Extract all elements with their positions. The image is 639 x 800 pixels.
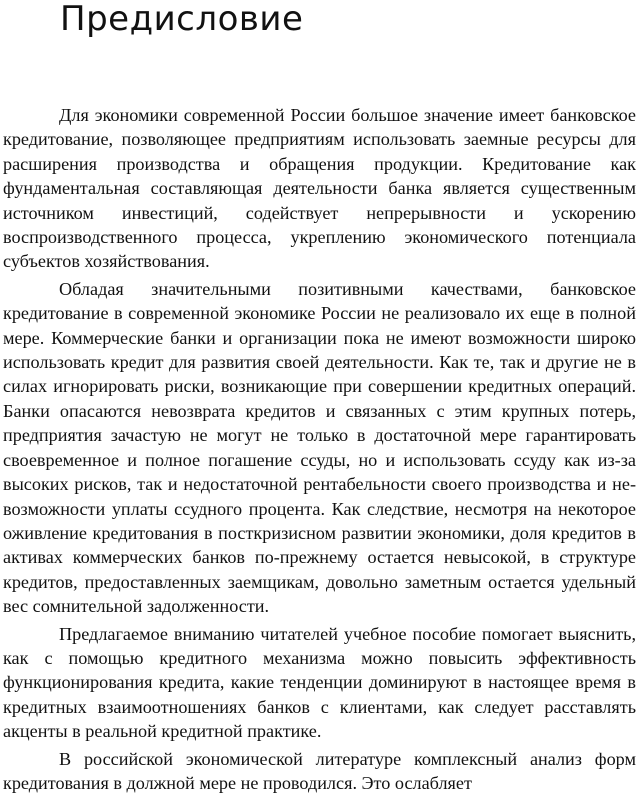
page-title: Предисловие <box>60 0 304 39</box>
paragraph-3: Предлагаемое вниманию читателей учебное пособие помогает выяснить, как с помощью кредитного механизма можно повысить эффективность функционирования кредита, какие тенденции доминируют в настоящее время в кредитных взаимоотношениях банков с клиентами, как следует расставлять акценты в реальной кредитной практике. <box>3 623 636 742</box>
paragraph-2: Обладая значительными позитивными качествами, банковское кредитование в современной экономике России не реализовало их еще в полной мере. Коммерческие банки и организации пока не имеют возможности широко использовать кредит для развития своей деятельности. Как те, так и другие не в силах игнорировать риски, возникающие при совершении кредитных операций. Банки опасаются невозврата кредитов и связанных с этим крупных потерь, предприятия зачастую не могут не только в достаточной мере гарантировать своевременное и полное погашение ссуды, но и использовать ссуду как из-за высоких рисков, так и недостаточной рентабельности своего производства и невозможности уплаты ссудного процента. Как следствие, несмотря на некоторое оживление кредитования в посткризисном развитии экономики, доля кредитов в активах коммерческих банков по-прежнему остается невысокой, в структуре кредитов, предоставленных заемщикам, довольно заметным остается удельный вес сомнительной задолженности. <box>3 278 636 617</box>
paragraph-4: В российской экономической литературе комплексный анализ форм кредитования в должной мере не проводился. Это ослабляет <box>3 748 636 793</box>
paragraph-1: Для экономики современной России большое значение имеет банковское кредитование, позволяющее предприятиям использовать заемные ресурсы для расширения производства и обращения продукции. Кредитование как фундаментальная составляющая деятельности банка является существенным источником инвестиций, содействует непрерывности и ускорению воспроизводственного процесса, укреплению экономического потенциала субъектов хозяйствования. <box>3 105 636 272</box>
body-text <box>3 103 636 798</box>
